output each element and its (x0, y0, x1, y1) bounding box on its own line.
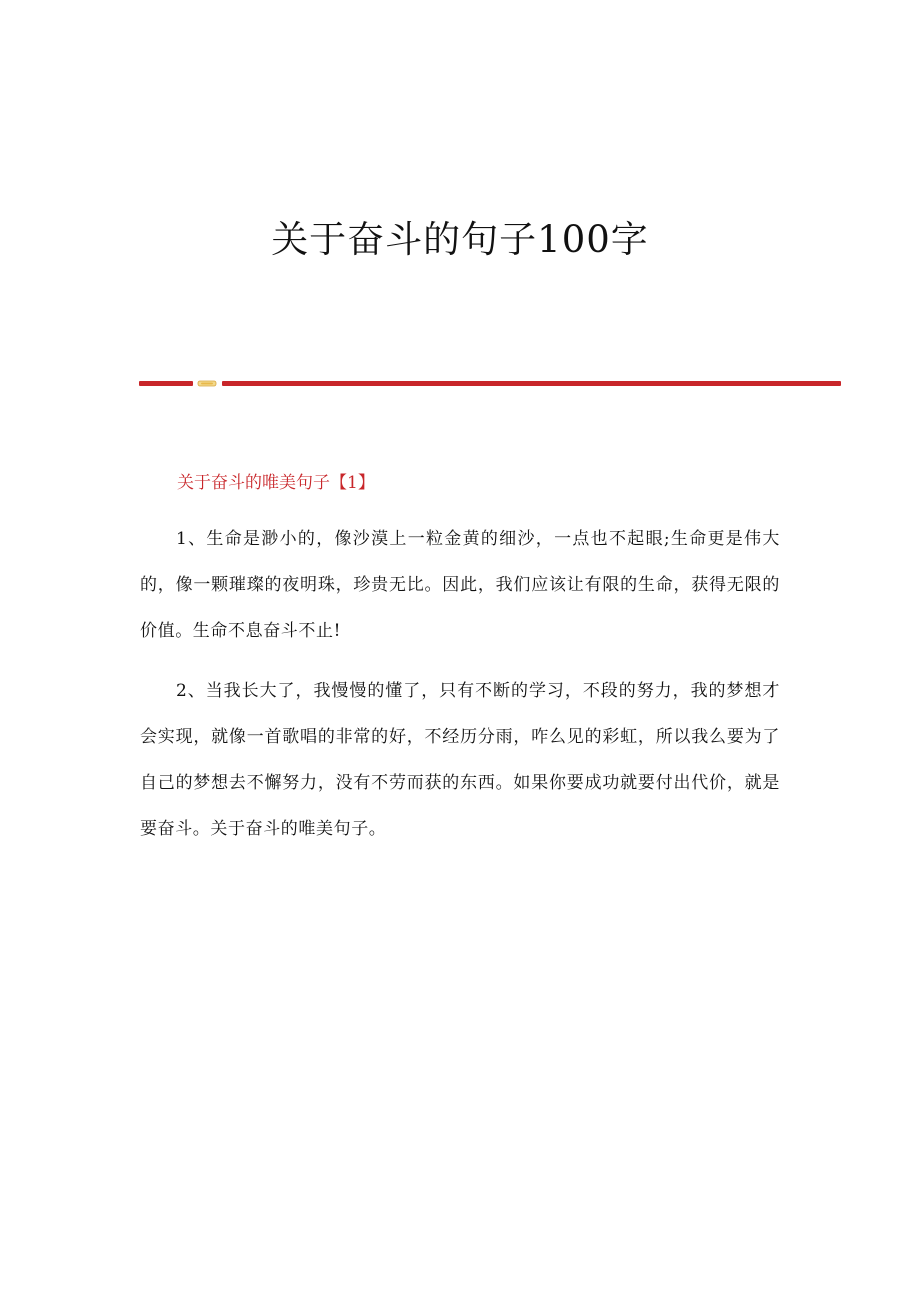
section-heading: 关于奋斗的唯美句子【1】 (177, 473, 375, 493)
title-divider (139, 380, 841, 388)
paragraph-1: 1、生命是渺小的，像沙漠上一粒金黄的细沙，一点也不起眼;生命更是伟大的，像一颗璀璨的夜明珠，珍贵无比。因此，我们应该让有限的生命，获得无限的价值。生命不息奋斗不止! (140, 529, 780, 641)
divider-line-left (139, 381, 193, 386)
divider-ornament-icon (197, 380, 217, 387)
document-title: 关于奋斗的句子100字 (271, 218, 649, 261)
divider-line-right (222, 381, 841, 386)
paragraph-2: 2、当我长大了，我慢慢的懂了，只有不断的学习，不段的努力，我的梦想才会实现，就像一首歌唱的非常的好，不经历分雨，咋么见的彩虹，所以我么要为了自己的梦想去不懈努力，没有不劳而获的东西。如果你要成功就要付出代价，就是要奋斗。关于奋斗的唯美句子。 (140, 681, 780, 839)
